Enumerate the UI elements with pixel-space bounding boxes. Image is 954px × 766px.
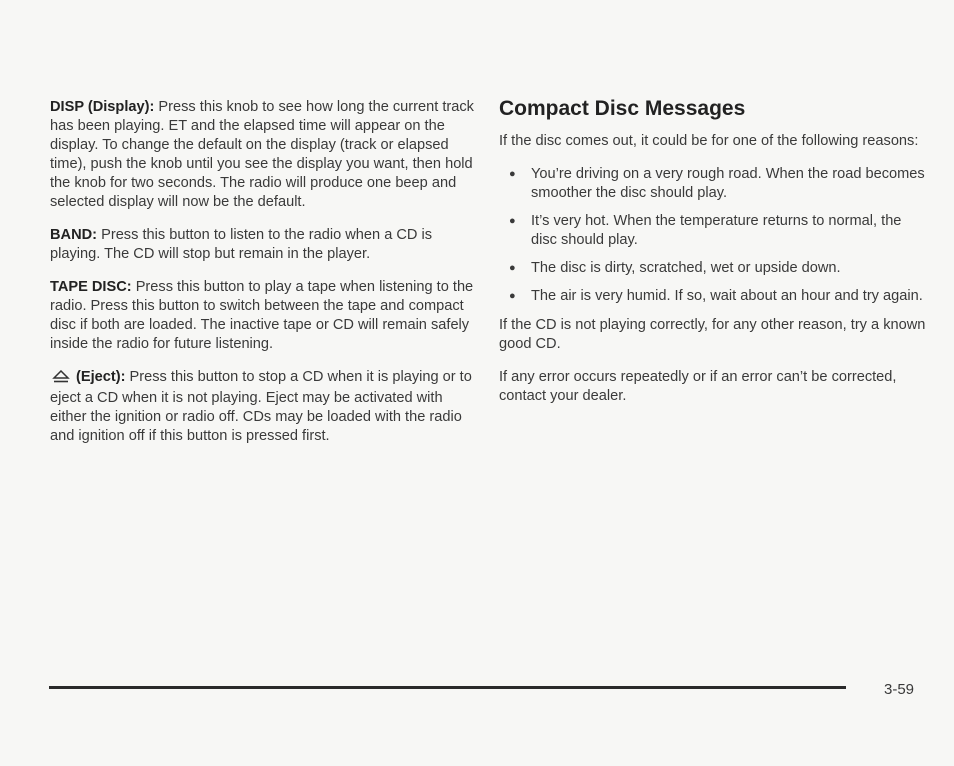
- band-text: Press this button to listen to the radio when a CD is playing. The CD will stop but remain in the player.: [50, 227, 433, 262]
- disp-paragraph: [50, 98, 475, 212]
- retry-paragraph: If the CD is not playing correctly, for any other reason, try a known good CD.: [499, 317, 926, 352]
- band-term: BAND:: [50, 227, 98, 243]
- disp-term: DISP (Display):: [50, 99, 155, 115]
- eject-term: (Eject):: [76, 369, 126, 385]
- bullet-icon: ●: [509, 215, 516, 227]
- bullet-icon: ●: [509, 290, 516, 302]
- disp-text: Press this knob to see how long the current track has been playing. ET and the elapsed time will appear on the display. To change the default on the display (track or elapsed time), push the knob until you see the display you want, then hold the knob for two seconds. The radio will produce one beep and selected display will now be the default.: [50, 99, 474, 210]
- bullet-icon: ●: [509, 168, 516, 180]
- left-column: [50, 98, 475, 460]
- list-item: ● It’s very hot. When the temperature returns to normal, the disc should play.: [509, 213, 902, 248]
- bullet-icon: ●: [509, 262, 516, 274]
- section-heading: Compact Disc Messages: [499, 97, 746, 120]
- dealer-paragraph: If any error occurs repeatedly or if an error can’t be corrected, contact your dealer.: [499, 369, 897, 404]
- eject-paragraph: [50, 368, 475, 446]
- page-number: 3-59: [884, 681, 915, 698]
- band-paragraph: [50, 226, 475, 264]
- tape-disc-text: Press this button to play a tape when listening to the radio. Press this button to switch between the tape and compact disc if both are loaded. The inactive tape or CD will remain safely inside the radio for future listening.: [50, 279, 474, 352]
- right-column: [499, 96, 927, 420]
- list-item: ● The air is very humid. If so, wait about an hour and try again.: [509, 288, 923, 304]
- eject-text: Press this button to stop a CD when it is playing or to eject a CD when it is not playing. Eject may be activated with either the ignition or radio off. CDs may be loaded with the radio and ignition off if this button is pressed first.: [50, 369, 472, 444]
- intro-paragraph: If the disc comes out, it could be for one of the following reasons:: [499, 133, 919, 149]
- tape-disc-term: TAPE DISC:: [50, 279, 132, 295]
- tape-disc-paragraph: [50, 278, 475, 354]
- eject-icon: [52, 370, 70, 389]
- list-item: ● The disc is dirty, scratched, wet or upside down.: [509, 260, 841, 276]
- list-item: ● You’re driving on a very rough road. When the road becomes smoother the disc should play.: [509, 166, 925, 201]
- footer-rule: [49, 686, 846, 689]
- reasons-list: [499, 165, 927, 306]
